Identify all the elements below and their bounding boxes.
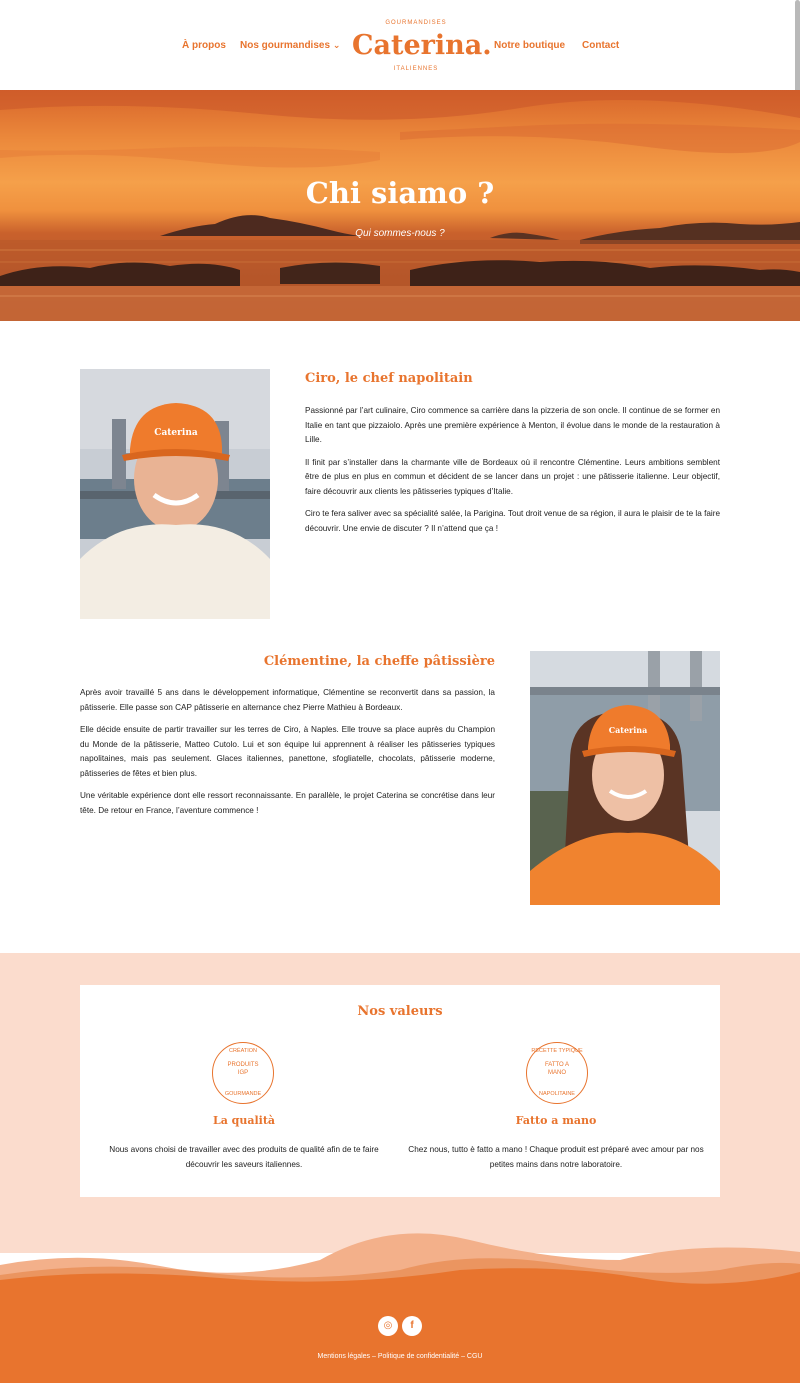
facebook-icon[interactable]: f	[402, 1316, 422, 1336]
clementine-bio-paragraph: Elle décide ensuite de partir travailler sur les terres de Ciro, à Naples. Elle trouve sa place auprès du Champion du Monde de la pâtisserie, Matteo Cutolo. Lui et son équipe lui apprennent à réaliser les pâtisseries typiques napolitaines, mais pas seulement. Glaces italiennes, panettone, sfogliatelle, chocolats, pâtisserie moderne, pâtisseries de fêtes et bien plus.	[80, 725, 495, 778]
site-header	[0, 0, 800, 90]
ciro-bio	[305, 404, 720, 544]
page-title: Chi siamo ?	[305, 176, 495, 210]
ciro-bio-paragraph: Passionné par l’art culinaire, Ciro commence sa carrière dans la pizzeria de son oncle. Il continue de se former en Italie en tant que pizzaiolo. Après une première expérience à Menton, il évolue dans le monde de la restauration à Lille.	[305, 406, 720, 444]
value-name: Fatto a mano	[515, 1114, 597, 1127]
badge-inner-text: PRODUITS IGP	[227, 1062, 259, 1076]
ciro-photo	[80, 369, 270, 619]
badge-bottom-text: GOURMANDE	[224, 1091, 262, 1097]
ciro-bio-paragraph: Ciro te fera saliver avec sa spécialité salée, la Parigina. Tout droit venue de sa région, il aura le plaisir de te la faire découvrir. Une envie de discuter ? Il n’attend que ça !	[305, 509, 720, 533]
badge-inner-text: FATTO A MANO	[544, 1062, 570, 1076]
nav-shop-link[interactable]: Notre boutique	[494, 40, 566, 51]
nav-products-label: Nos gourmandises	[240, 40, 331, 51]
clementine-title: Clémentine, la cheffe pâtissière	[263, 654, 495, 669]
logo-tagline-top: GOURMANDISES	[385, 20, 447, 26]
clementine-bio-paragraph: Une véritable expérience dont elle ressort reconnaissante. En parallèle, le projet Caterina se concrétise dans leur tête. De retour en France, l’aventure commence !	[80, 791, 495, 815]
handmade-badge-icon	[526, 1042, 588, 1104]
value-name: La qualità	[212, 1114, 276, 1127]
ciro-title: Ciro, le chef napolitain	[305, 371, 473, 386]
page-subtitle: Qui sommes-nous ?	[355, 228, 445, 239]
clementine-bio-paragraph: Après avoir travaillé 5 ans dans le développement informatique, Clémentine se reconvertit dans sa passion, la pâtisserie. Elle passe son CAP pâtisserie en alternance chez Pierre Mathieu à Bordeaux.	[80, 688, 495, 712]
ciro-cap-text: Caterina	[154, 428, 198, 438]
chevron-down-icon: ⌄	[332, 40, 341, 50]
badge-bottom-text: NAPOLITAINE	[539, 1091, 575, 1097]
logo-wordmark: Caterina.	[352, 30, 492, 61]
logo-tagline-bottom: ITALIENNES	[393, 66, 439, 72]
clementine-cap-text: Caterina	[608, 725, 648, 735]
nav-contact-link[interactable]: Contact	[582, 40, 620, 51]
hero-banner	[0, 90, 800, 321]
nav-products-link[interactable]	[240, 40, 340, 51]
values-title: Nos valeurs	[357, 1004, 443, 1019]
value-description: Nous avons choisi de travailler avec des produits de qualité afin de te faire découvrir les saveurs italiennes.	[109, 1145, 379, 1169]
values-card	[80, 985, 720, 1197]
instagram-icon[interactable]: ◎	[378, 1316, 398, 1336]
footer-legal-links[interactable]: Mentions légales – Politique de confidentialité – CGU	[317, 1353, 483, 1360]
badge-top-text: RECETTE TYPIQUE	[531, 1048, 583, 1054]
caterina-logo[interactable]	[352, 18, 492, 76]
clementine-bio	[80, 686, 495, 826]
value-description: Chez nous, tutto è fatto a mano ! Chaque produit est préparé avec amour par nos petites mains dans notre laboratoire.	[408, 1145, 704, 1169]
clementine-photo	[530, 651, 720, 905]
nav-about-link[interactable]: À propos	[182, 40, 226, 51]
quality-badge-icon	[212, 1042, 274, 1104]
ciro-bio-paragraph: Il finit par s’installer dans la charmante ville de Bordeaux où il rencontre Clémentine. Leurs ambitions semblent être de plus en plus en commun et décident de se lancer dans un projet : une pâtisserie italienne. Leur objectif, faire découvrir aux clients les pâtisseries typiques d’Italie.	[305, 457, 720, 496]
badge-top-text: CRÉATION	[228, 1048, 257, 1054]
